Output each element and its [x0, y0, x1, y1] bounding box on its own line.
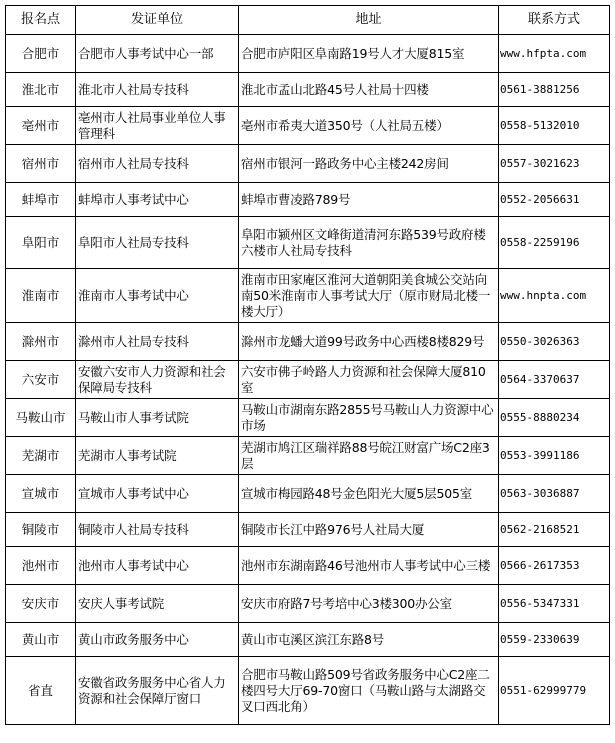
cell-address: 六安市佛子岭路人力资源和社会保障大厦810室 [239, 361, 499, 399]
cell-contact: 0564-3370637 [499, 361, 610, 399]
table-row [6, 657, 610, 725]
table-row [6, 269, 610, 323]
cell-contact: 0562-2168521 [499, 513, 610, 547]
cell-city: 省直 [6, 657, 76, 725]
cell-address: 合肥市庐阳区阜南路19号人才大厦815室 [239, 35, 499, 73]
cell-address: 滁州市龙蟠大道99号政务中心西楼8楼829号 [239, 323, 499, 361]
table-row [6, 475, 610, 513]
cell-issuing-unit: 亳州市人社局事业单位人事管理科 [76, 107, 239, 145]
cell-city: 宿州市 [6, 145, 76, 183]
table-row [6, 145, 610, 183]
cell-issuing-unit: 安徽六安市人力资源和社会保障局专技科 [76, 361, 239, 399]
table-row [6, 361, 610, 399]
cell-issuing-unit: 合肥市人事考试中心一部 [76, 35, 239, 73]
cell-address: 芜湖市鸠江区瑞祥路88号皖江财富广场C2座3层 [239, 437, 499, 475]
cell-city: 合肥市 [6, 35, 76, 73]
cell-city: 阜阳市 [6, 217, 76, 269]
table-row [6, 547, 610, 585]
cell-contact: 0559-2330639 [499, 623, 610, 657]
table-row [6, 585, 610, 623]
table-header-row [6, 6, 610, 35]
cell-issuing-unit: 阜阳市人社局专技科 [76, 217, 239, 269]
cell-contact: 0551-62999779 [499, 657, 610, 725]
cell-address: 安庆市府路7号考培中心3楼300办公室 [239, 585, 499, 623]
cell-issuing-unit: 滁州市人社局专技科 [76, 323, 239, 361]
cell-issuing-unit: 宿州市人社局专技科 [76, 145, 239, 183]
table-row [6, 623, 610, 657]
table-row [6, 399, 610, 437]
cell-issuing-unit: 铜陵市人社局专技科 [76, 513, 239, 547]
cell-contact: 0556-5347331 [499, 585, 610, 623]
cell-city: 滁州市 [6, 323, 76, 361]
cell-contact: www.hnpta.com [499, 269, 610, 323]
cell-contact: 0552-2056631 [499, 183, 610, 217]
cell-issuing-unit: 黄山市政务服务中心 [76, 623, 239, 657]
cell-city: 池州市 [6, 547, 76, 585]
cell-contact: 0558-2259196 [499, 217, 610, 269]
cell-contact: 0555-8880234 [499, 399, 610, 437]
cell-issuing-unit: 安徽省政务服务中心省人力资源和社会保障厅窗口 [76, 657, 239, 725]
table-row [6, 323, 610, 361]
table-row [6, 437, 610, 475]
cell-contact: 0558-5132010 [499, 107, 610, 145]
cell-city: 铜陵市 [6, 513, 76, 547]
cell-address: 阜阳市颍州区文峰街道清河东路539号政府楼六楼市人社局专技科 [239, 217, 499, 269]
table-row [6, 513, 610, 547]
cell-contact: 0553-3991186 [499, 437, 610, 475]
cell-contact: 0550-3026363 [499, 323, 610, 361]
cell-city: 淮北市 [6, 73, 76, 107]
table-row [6, 35, 610, 73]
cell-issuing-unit: 芜湖市人事考试院 [76, 437, 239, 475]
cell-address: 亳州市希夷大道350号（人社局五楼） [239, 107, 499, 145]
cell-issuing-unit: 淮南市人事考试中心 [76, 269, 239, 323]
cell-city: 六安市 [6, 361, 76, 399]
cell-contact: 0566-2617353 [499, 547, 610, 585]
cell-city: 蚌埠市 [6, 183, 76, 217]
header-unit: 发证单位 [76, 6, 239, 35]
cell-city: 马鞍山市 [6, 399, 76, 437]
cell-issuing-unit: 蚌埠市人事考试中心 [76, 183, 239, 217]
header-phone: 联系方式 [499, 6, 610, 35]
header-address: 地址 [239, 6, 499, 35]
cell-address: 蚌埠市曹凌路789号 [239, 183, 499, 217]
header-city: 报名点 [6, 6, 76, 35]
certificate-office-table [5, 5, 610, 725]
cell-issuing-unit: 宣城市人事考试中心 [76, 475, 239, 513]
cell-contact: 0561-3881256 [499, 73, 610, 107]
cell-address: 宿州市银河一路政务中心主楼242房间 [239, 145, 499, 183]
cell-contact: 0557-3021623 [499, 145, 610, 183]
cell-address: 马鞍山市湖南东路2855号马鞍山人力资源中心市场 [239, 399, 499, 437]
cell-city: 亳州市 [6, 107, 76, 145]
cell-city: 安庆市 [6, 585, 76, 623]
cell-address: 宣城市梅园路48号金色阳光大厦5层505室 [239, 475, 499, 513]
cell-city: 黄山市 [6, 623, 76, 657]
cell-address: 淮北市孟山北路45号人社局十四楼 [239, 73, 499, 107]
table-row [6, 107, 610, 145]
cell-address: 黄山市屯溪区滨江东路8号 [239, 623, 499, 657]
cell-issuing-unit: 马鞍山市人事考试院 [76, 399, 239, 437]
cell-address: 淮南市田家庵区淮河大道朝阳美食城公交站向南50米淮南市人事考试大厅（原市财局北楼一楼大厅） [239, 269, 499, 323]
cell-contact: www.hfpta.com [499, 35, 610, 73]
cell-issuing-unit: 池州市人事考试中心 [76, 547, 239, 585]
cell-address: 合肥市马鞍山路509号省政务服务中心C2座二楼四号大厅69-70窗口（马鞍山路与太湖路交叉口西北角） [239, 657, 499, 725]
cell-issuing-unit: 淮北市人社局专技科 [76, 73, 239, 107]
cell-address: 池州市东湖南路46号池州市人事考试中心三楼 [239, 547, 499, 585]
cell-city: 宣城市 [6, 475, 76, 513]
cell-issuing-unit: 安庆人事考试院 [76, 585, 239, 623]
cell-address: 铜陵市长江中路976号人社局大厦 [239, 513, 499, 547]
table-row [6, 217, 610, 269]
table-row [6, 183, 610, 217]
table-row [6, 73, 610, 107]
cell-contact: 0563-3036887 [499, 475, 610, 513]
cell-city: 淮南市 [6, 269, 76, 323]
cell-city: 芜湖市 [6, 437, 76, 475]
